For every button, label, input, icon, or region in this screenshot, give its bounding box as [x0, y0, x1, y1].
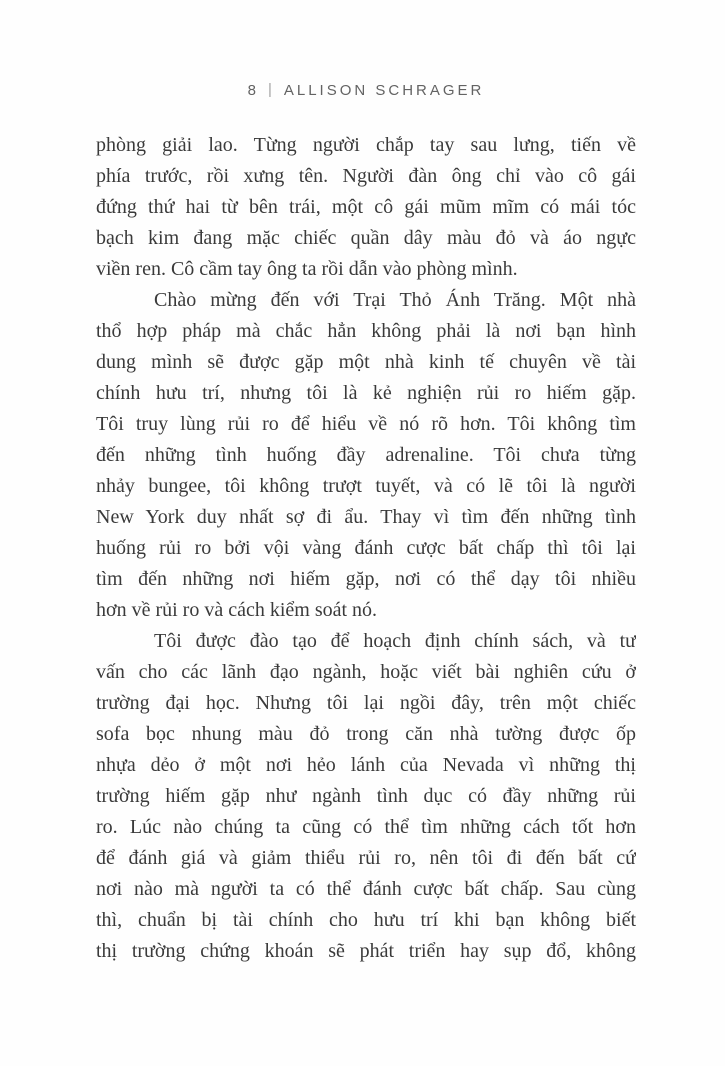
- text-line: nơi nào mà người ta có thể đánh cược bất chấp. Sau cùng: [96, 878, 636, 900]
- text-line: đến những tình huống đầy adrenaline. Tôi chưa từng: [96, 444, 636, 466]
- paragraph: [96, 285, 636, 626]
- header-divider: |: [267, 81, 275, 98]
- text-line: phòng giải lao. Từng người chắp tay sau lưng, tiến về: [96, 134, 636, 156]
- text-line: vấn cho các lãnh đạo ngành, hoặc viết bài nghiên cứu ở: [96, 661, 636, 683]
- text-line: tìm đến những nơi hiếm gặp, nơi có thể dạy tôi nhiều: [96, 568, 636, 590]
- paragraph: [96, 626, 636, 967]
- text-line: viền ren. Cô cầm tay ông ta rồi dẫn vào phòng mình.: [96, 258, 518, 280]
- text-line: để đánh giá và giảm thiểu rủi ro, nên tôi đi đến bất cứ: [96, 847, 636, 869]
- text-line: dung mình sẽ được gặp một nhà kinh tế chuyên về tài: [96, 351, 636, 373]
- text-line: phía trước, rồi xưng tên. Người đàn ông chỉ vào cô gái: [96, 165, 636, 187]
- page-body: [96, 130, 636, 967]
- paragraph: [96, 130, 636, 285]
- page-number: 8: [247, 82, 259, 99]
- text-line: thổ hợp pháp mà chắc hẳn không phải là nơi bạn hình: [96, 320, 636, 342]
- text-line: chính hưu trí, nhưng tôi là kẻ nghiện rủi ro hiếm gặp.: [96, 382, 636, 404]
- text-line: thị trường chứng khoán sẽ phát triển hay sụp đổ, không: [96, 940, 636, 962]
- text-line: sofa bọc nhung màu đỏ trong căn nhà tường được ốp: [96, 723, 636, 745]
- page-header: [96, 82, 636, 99]
- text-line: hơn về rủi ro và cách kiểm soát nó.: [96, 599, 378, 621]
- text-line: trường đại học. Nhưng tôi lại ngồi đây, trên một chiếc: [96, 692, 636, 714]
- text-line: trường hiếm gặp như ngành tình dục có đầy những rủi: [96, 785, 636, 807]
- running-title: ALLISON SCHRAGER: [283, 82, 485, 99]
- text-line: Tôi truy lùng rủi ro để hiểu về nó rõ hơn. Tôi không tìm: [96, 413, 636, 435]
- text-line: New York duy nhất sợ đi ẩu. Thay vì tìm đến những tình: [96, 506, 636, 528]
- text-line: huống rủi ro bởi vội vàng đánh cược bất chấp thì tôi lại: [96, 537, 636, 559]
- text-line: thì, chuẩn bị tài chính cho hưu trí khi bạn không biết: [96, 909, 636, 931]
- text-line: nhảy bungee, tôi không trượt tuyết, và có lẽ tôi là người: [96, 475, 636, 497]
- text-line: đứng thứ hai từ bên trái, một cô gái mũm mĩm có mái tóc: [96, 196, 636, 218]
- text-line: nhựa dẻo ở một nơi hẻo lánh của Nevada vì những thị: [96, 754, 636, 776]
- text-line: bạch kim đang mặc chiếc quần dây màu đỏ và áo ngực: [96, 227, 636, 249]
- text-line: ro. Lúc nào chúng ta cũng có thể tìm những cách tốt hơn: [96, 816, 636, 838]
- text-line: Chào mừng đến với Trại Thỏ Ánh Trăng. Một nhà: [154, 289, 636, 311]
- text-line: Tôi được đào tạo để hoạch định chính sách, và tư: [154, 630, 636, 652]
